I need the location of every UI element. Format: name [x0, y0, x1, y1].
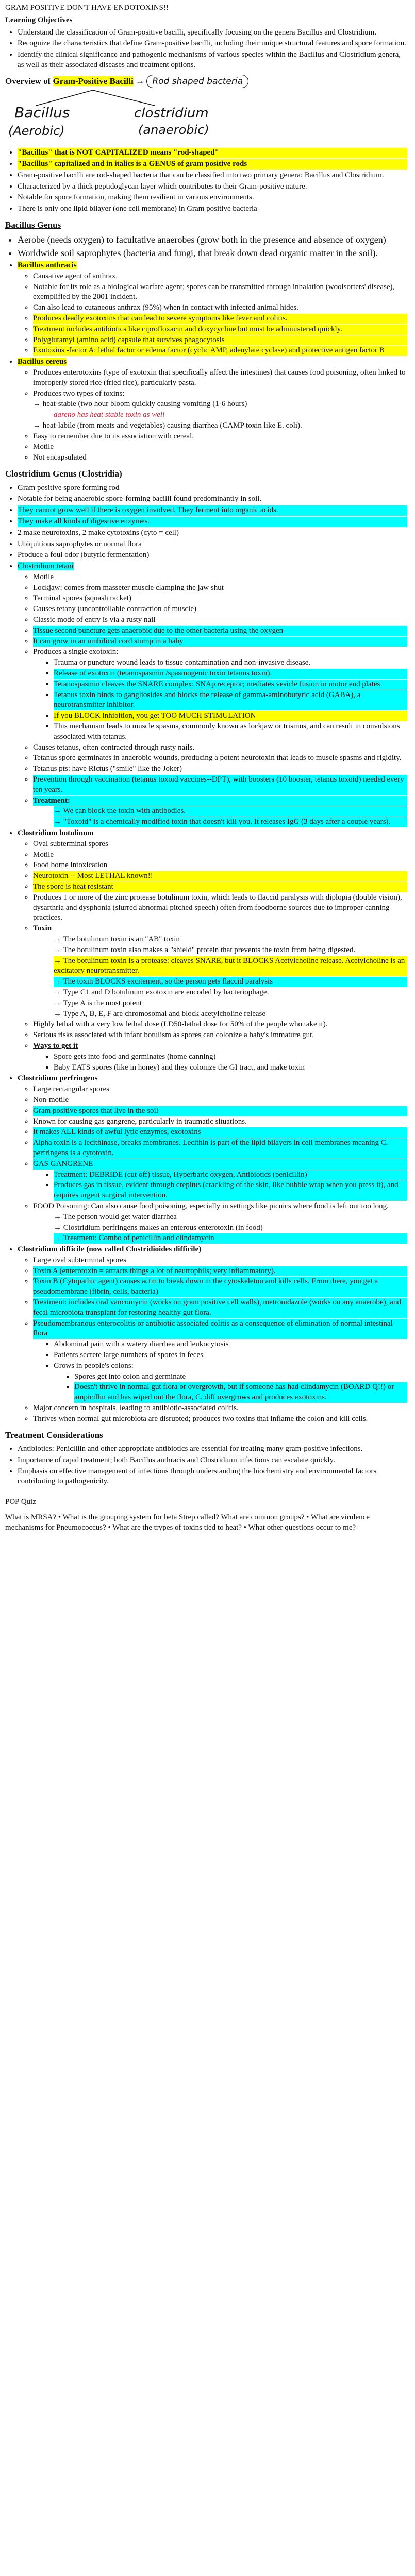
diff-item: ◦ Treatment: includes oral vancomycin (works on gram positive cell walls), metronidazole (works on any anaerobe), and fecal microbiota transplant for restoring healthy gut flora. [33, 1298, 407, 1318]
tetani-item: ◦ Causes tetany (uncontrollable contraction of muscle) [33, 604, 407, 615]
diff-pseudo: ▪ Grows in people's colons: [54, 1361, 407, 1371]
tetani-item: ◦ Tetanus pts: have Rictus ("smile" like the Joker) [33, 764, 407, 774]
tetani-item: ◦ Classic mode of entry is via a rusty nail [33, 615, 407, 625]
anthracis-item: ◦ Causative agent of anthrax. [33, 272, 407, 282]
tetani-mech: ▪ Trauma or puncture wound leads to tissue contamination and non-invasive disease. [54, 658, 407, 668]
tetani-item: ◦ Treatment: [33, 796, 407, 806]
objective-item: • Identify the clinical significance and pathogenic mechanisms of various species within the Bacillus and Clostridium genera, as well as their associated diseases and treatment options. [18, 50, 407, 71]
botulinum-toxin: → Type A is the most potent [54, 998, 407, 1009]
perf-gas: ▪ Treatment: DEBRIDE (cut off) tissue, Hyperbaric oxygen, Antibiotics (penicillin) [54, 1170, 407, 1180]
objectives-title: Learning Objectives [5, 15, 73, 24]
clostridium-item: • Produce a foul odor (butyric fermentation) [18, 550, 407, 561]
perf-item: ◦ FOOD Poisoning: Can also cause food poisoning, especially in settings like picnics where food is left out too long. [33, 1201, 407, 1212]
diff-colon: ▪ Spores get into colon and germinate [74, 1372, 407, 1382]
treatment-item: • Emphasis on effective management of infections through understanding the biochemistry and environmental factors contributing to pathogenicity. [18, 1467, 407, 1487]
pop-quiz [5, 1497, 407, 1533]
botulinum-toxin: → Type C1 and D botulinum exotoxin are encoded by bacteriophage. [54, 988, 407, 998]
tetani-label: Clostridium tetani [18, 562, 74, 571]
perf-food: → Treatment: Combo of penicillin and clindamycin [54, 1233, 407, 1244]
botulinum-toxin: → The botulinum toxin is an "AB" toxin [54, 935, 407, 945]
tetani-mech: ▪ This mechanism leads to muscle spasms, commonly known as lockjaw or trismus, and can result in convulsions associated with tetanus. [54, 722, 407, 742]
header-line: GRAM POSITIVE DON'T HAVE ENDOTOXINS!! [5, 4, 169, 12]
cereus-note: dareno has heat stable toxin as well [54, 411, 165, 419]
botulinum-item: ◦ Highly lethal with a very low lethal dose (LD50-lethal dose for 50% of the people who take it). [33, 1020, 407, 1030]
anthracis-item: ◦ Polyglutamyl (amino acid) capsule that survives phagocytosis [33, 335, 407, 346]
botulinum-item: ◦ The spore is heat resistant [33, 882, 407, 892]
tetani-item: ◦ Terminal spores (squash racket) [33, 594, 407, 604]
pop-quiz-text: What is MRSA? • What is the grouping system for beta Strep called? What are common groups? • What are virulence mechanisms for Pneumococcus? • What are the trypes of toxins tied to heat? • What other questions occur to me? [5, 1513, 370, 1532]
tetani-item: ◦ Tetanus spore germinates in anaerobic wounds, producing a potent neurotoxin that leads to muscle spasms and rigidity. [33, 753, 407, 764]
botulinum-item: ◦ Ways to get it [33, 1041, 407, 1052]
botulinum-item: ◦ Motile [33, 850, 407, 860]
clostridium-title: Clostridium Genus (Clostridia) [5, 469, 122, 479]
tetani-mech: ▪ Tetanospasmin cleaves the SNARE complex: SNAp receptor; mediates vesicle fusion in motor end plates [54, 680, 407, 690]
treatment-item: • Antibiotics: Penicillin and other appropriate antibiotics are essential for treating many gram-positive infections. [18, 1444, 407, 1454]
tetani-mech: ▪ Release of exotoxin (tetanospasmin /spasmogenic toxin tetanus toxin). [54, 669, 407, 679]
cereus-toxin: → heat-stable (two hour bloom quickly causing vomiting (1-6 hours) [33, 399, 407, 410]
diff-item: ◦ Pseudomembranous enterocolitis or antibiotic associated colitis as a consequence of elimination of normal intestinal flora [33, 1319, 407, 1340]
botulinum-toxin: → The botulinum toxin also makes a "shield" protein that prevents the toxin from being digested. [54, 945, 407, 956]
clostridium-item: • Notable for being anaerobic spore-forming bacilli found predominantly in soil. [18, 494, 407, 504]
treatment-title: Treatment Considerations [5, 1430, 103, 1440]
clostridium-item: • Ubiquitious saprophytes or normal flora [18, 539, 407, 550]
tetani-treat: → "Toxoid" is a chemically modified toxin that doesn't kill you. It releases IgG (3 days after a couple years). [54, 817, 407, 827]
overview-item: • There is only one lipid bilayer (one cell membrane) in Gram positive bacteria [18, 204, 407, 214]
handwritten-note: (Aerobic) [8, 124, 65, 139]
objective-item: • Understand the classification of Gram-positive bacilli, specifically focusing on the genera Bacillus and Clostridium. [18, 28, 407, 38]
tetani-mech: ▪ If you BLOCK inhibition, you get TOO MUCH STIMULATION [54, 711, 407, 721]
cereus-item: ◦ Produces enterotoxins (type of exotoxin that specifically affect the intestines) that causes food poisoning, often linked to improperly stored rice (fried rice), particularly pasta. [33, 368, 407, 388]
bacillus-title: Bacillus Genus [5, 220, 61, 230]
clostridium-item: • They make all kinds of digestive enzymes. [18, 517, 407, 527]
botulinum-label: Clostridium botulinum [18, 829, 94, 838]
overview-title: Overview of Gram-Positive Bacilli → Rod shaped bacteria [5, 76, 407, 87]
perf-item: ◦ Gram positive spores that live in the soil [33, 1106, 407, 1116]
botulinum-item: ◦ Neurotoxin -- Most LETHAL known!! [33, 871, 407, 882]
pop-quiz-title: POP Quiz [5, 1498, 36, 1506]
overview-item: • Gram-positive bacilli are rod-shaped bacteria that can be classified into two primary genera: Bacillus and Clostridium. [18, 171, 407, 181]
perf-label: Clostridium perfringens [18, 1074, 98, 1083]
perf-item: ◦ Large rectangular spores [33, 1084, 407, 1095]
treatment-item: • Importance of rapid treatment; both Bacillus anthracis and Clostridium infections can escalate quickly. [18, 1455, 407, 1466]
diff-item: ◦ Toxin A (enterotoxin = attracts things a lot of neutrophils; very inflammatory). [33, 1266, 407, 1277]
anthracis-item: ◦ Can also lead to cutaneous anthrax (95%) when in contact with infected animal hides. [33, 303, 407, 313]
diff-item: ◦ Toxin B (Cytopathic agent) causes actin to break down in the cytoskeleton and kills cells. From there, you get a pseudomembrane (fibrin, cells, bacteria) [33, 1277, 407, 1297]
diff-pseudo: ▪ Abdominal pain with a watery diarrhea and leukocytosis [54, 1340, 407, 1350]
botulinum-toxin: → Type A, B, E, F are chromosomal and block acetylcholine release [54, 1009, 407, 1020]
perf-food: → The person would get water diarrhea [54, 1212, 407, 1223]
tetani-item: ◦ Tissue second puncture gets anaerobic due to the other bacteria using the oxygen [33, 626, 407, 636]
clostridium-item: • 2 make neurotoxins, 2 make cytotoxins (cyto = cell) [18, 528, 407, 538]
anthracis-item: ◦ Notable for its role as a biological warfare agent; spores can be transmitted through inhalation (woolsorters' disease), exemplified by the 2001 incident. [33, 282, 407, 303]
botulinum-item: ◦ Food borne intoxication [33, 860, 407, 871]
tetani-mech: ▪ Tetanus toxin binds to gangliosides and blocks the release of gamma-aminobutyric acid (GABA), a neurotransmitter inhibitor. [54, 690, 407, 711]
anthracis-label: Bacillus anthracis [18, 261, 77, 269]
perf-item: ◦ Non-motile [33, 1095, 407, 1106]
overview-list [5, 148, 407, 214]
botulinum-toxin: → The botulinum toxin is a protease: cleaves SNARE, but it BLOCKS Acetylcholine release. Acetylcholine is an excitatory neurotransmitter. [54, 956, 407, 977]
overview-item: • Notable for spore formation, making them resilient in various environments. [18, 193, 407, 203]
bacillus-item: • Worldwide soil saprophytes (bacteria and fungi, that break down dead organic matter in the soil). [18, 247, 407, 260]
diff-colon: ▪ Doesn't thrive in normal gut flora or overgrowth, but if someone has had clindamycin (BOARD Q!!) or ampicillin and has wiped out the flora, C. diff overgrows and produces exotoxins. [74, 1382, 407, 1403]
perf-item: ◦ GAS GANGRENE [33, 1159, 407, 1170]
clostridium-item: • Gram positive spore forming rod [18, 483, 407, 494]
clostridium-intro-list [5, 483, 407, 1425]
botulinum-way: ▪ Baby EATS spores (like in honey) and they colonize the GI tract, and make toxin [54, 1063, 407, 1073]
handwritten-note: Bacillus [14, 104, 70, 122]
cereus-item: ◦ Easy to remember due to its association with cereal. [33, 432, 407, 442]
diff-item: ◦ Large oval subterminal spores [33, 1256, 407, 1266]
cereus-label: Bacillus cereus [18, 358, 67, 366]
perf-item: ◦ Alpha toxin is a lecithinase, breaks membranes. Lecithin is part of the lipid bilayers in cell membranes meaning C. perfringens is a cytotoxin. [33, 1138, 407, 1159]
handwritten-note: Rod shaped bacteria [146, 75, 248, 88]
diff-label: Clostridium difficile (now called Clostridioides difficile) [18, 1245, 202, 1254]
notes-page [5, 3, 407, 1533]
anthracis-item: ◦ Exotoxins -factor A: lethal factor or edema factor (cyclic AMP, adenylate cyclase) and protective antigen factor B [33, 346, 407, 356]
tetani-item: ◦ Causes tetanus, often contracted through rusty nails. [33, 743, 407, 753]
anthracis-list [5, 261, 407, 463]
anthracis-item: ◦ Produces deadly exotoxins that can lead to severe symptoms like fever and colitis. [33, 314, 407, 324]
handwritten-note: clostridium [134, 106, 209, 122]
botulinum-item: ◦ Serious risks associated with infant botulism as spores can colonize a baby's immature gut. [33, 1030, 407, 1041]
treatment-list [5, 1444, 407, 1487]
botulinum-item: ◦ Oval subterminal spores [33, 839, 407, 850]
botulinum-item: ◦ Toxin [33, 924, 407, 934]
handwritten-sketch [5, 90, 407, 147]
cereus-item: ◦ Not encapsulated [33, 453, 407, 463]
tetani-item: ◦ Motile [33, 572, 407, 583]
cereus-item: ◦ Motile [33, 442, 407, 452]
perf-food: → Clostridium perfringens makes an enterous enterotoxin (in food) [54, 1223, 407, 1233]
anthracis-item: ◦ Treatment includes antibiotics like ciprofloxacin and doxycycline but must be administered quickly. [33, 325, 407, 335]
perf-item: ◦ Known for causing gas gangrene, particularly in traumatic situations. [33, 1117, 407, 1127]
botulinum-way: ▪ Spore gets into food and germinates (home canning) [54, 1052, 407, 1062]
overview-item: • "Bacillus" capitalized and in italics is a GENUS of gram positive rods [18, 159, 407, 170]
bacillus-item: • Aerobe (needs oxygen) to facultative anaerobes (grow both in the presence and absence of oxygen) [18, 234, 407, 246]
tetani-treat: → We can block the toxin with antibodies. [54, 806, 407, 817]
diff-pseudo: ▪ Patients secrete large numbers of spores in feces [54, 1350, 407, 1361]
botulinum-item: ◦ Produces 1 or more of the zinc protease botulinum toxin, which leads to flaccid paralysis with diplopia (double vision), dysarthria and dysphonia (slurred abnormal pitched speech) often from foodborne sources due to improper canning practices. [33, 893, 407, 923]
bacillus-list [5, 234, 407, 260]
botulinum-toxin: → The toxin BLOCKS excitement, so the person gets flaccid paralysis [54, 977, 407, 987]
perf-gas: ▪ Produces gas in tissue, evident through crepitus (crackling of the skin, like bubble wrap when you press it), and requires urgent surgical intervention. [54, 1180, 407, 1201]
tetani-item: ◦ Lockjaw: comes from masseter muscle clamping the jaw shut [33, 583, 407, 594]
tetani-item: ◦ Produces a single exotoxin: [33, 647, 407, 657]
handwritten-note: (anaerobic) [138, 123, 209, 138]
cereus-item: ◦ Produces two types of toxins: [33, 389, 407, 399]
diff-item: ◦ Thrives when normal gut microbiota are disrupted; produces two toxins that inflame the colon and kill cells. [33, 1414, 407, 1425]
clostridium-item: • They cannot grow well if there is oxygen involved. They ferment into organic acids. [18, 505, 407, 516]
overview-item: • Characterized by a thick peptidoglycan layer which contributes to their Gram-positive nature. [18, 182, 407, 192]
diff-item: ◦ Major concern in hospitals, leading to antibiotic-associated colitis. [33, 1403, 407, 1414]
objectives-list [5, 28, 407, 71]
overview-item: • "Bacillus" that is NOT CAPITALIZED means "rod-shaped" [18, 148, 407, 158]
objective-item: • Recognize the characteristics that define Gram-positive bacilli, including their unique structural features and spore formation. [18, 39, 407, 49]
tetani-item: ◦ It can grow in an umbilical cord stump in a baby [33, 637, 407, 647]
tetani-item: ◦ Prevention through vaccination (tetanus toxoid vaccines--DPT), with boosters (10 booster, tetanus toxoid) needed every ten years. [33, 775, 407, 795]
perf-item: ◦ It makes ALL kinds of awful lytic enzymes, exotoxins [33, 1127, 407, 1138]
cereus-toxin: → heat-labile (from meats and vegetables) causing diarrhea (CAMP toxin like E. coli). [33, 421, 407, 431]
